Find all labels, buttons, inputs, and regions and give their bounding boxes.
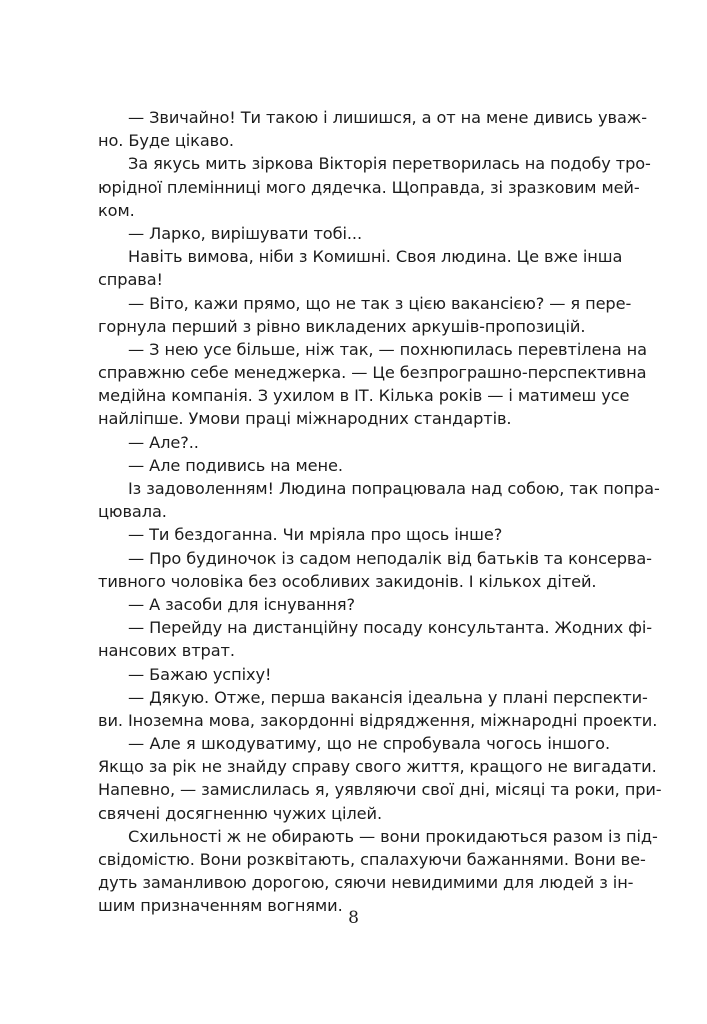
text-line: свячені досягненню чужих цілей. (98, 803, 383, 823)
text-line: справа! (98, 270, 163, 290)
text-line: Напевно, — замислилась я, уявляючи свої дні, місяці та роки, при- (98, 780, 662, 800)
text-line: За якусь мить зіркова Вікторія перетворилась на подобу тро- (128, 154, 651, 174)
text-line: тивного чоловіка без особливих закидонів. І кількох дітей. (98, 571, 597, 591)
text-line: ком. (98, 200, 135, 220)
text-line: — З нею усе більше, ніж так, — похнюпилась перевтілена на (128, 339, 647, 359)
text-line: — Бажаю успіху! (128, 664, 272, 684)
body-text (98, 106, 662, 918)
text-line: — Але я шкодуватиму, що не спробувала чогось іншого. (128, 734, 610, 754)
text-line: Схильності ж не обирають — вони прокидаються разом із під- (128, 826, 658, 846)
text-line: нансових втрат. (98, 641, 235, 661)
text-line: — Ти бездоганна. Чи мріяла про щось інше? (128, 525, 503, 545)
text-line: Навіть вимова, ніби з Комишні. Своя людина. Це вже інша (128, 247, 623, 267)
text-line: — Звичайно! Ти такою і лишишся, а от на мене дивись уваж- (128, 108, 648, 127)
text-line: — Віто, кажи прямо, що не так з цією вакансією? — я пере- (128, 293, 632, 313)
text-line: горнула перший з рівно викладених аркушів-пропозицій. (98, 316, 586, 336)
text-line: — Дякую. Отже, перша вакансія ідеальна у плані перспекти- (128, 687, 648, 707)
text-line: дуть заманливою дорогою, сяючи невидимими для людей з ін- (98, 873, 634, 893)
text-line: ви. Іноземна мова, закордонні відрядження, міжнародні проекти. (98, 710, 658, 730)
text-line: но. Буде цікаво. (98, 131, 234, 151)
text-line: — Перейду на дистанційну посаду консультанта. Жодних фі- (128, 618, 653, 638)
text-line: — Але?.. (128, 432, 199, 452)
text-line: — Але подивись на мене. (128, 455, 343, 475)
text-line: Із задоволенням! Людина попрацювала над собою, так попра- (128, 479, 660, 498)
text-line: — А засоби для існування? (128, 594, 355, 614)
text-line: шим призначенням вогнями. (98, 896, 343, 916)
text-line: Якщо за рік не знайду справу свого життя, кращого не вигадати. (98, 757, 657, 777)
text-line: медійна компанія. З ухилом в ІТ. Кілька років — і матимеш усе (98, 386, 630, 406)
text-line: свідомістю. Вони розквітають, спалахуючи бажаннями. Вони ве- (98, 850, 646, 869)
text-line: — Ларко, вирішувати тобі... (128, 223, 363, 243)
text-line: цювала. (98, 502, 167, 522)
page-number: 8 (348, 908, 359, 928)
text-line: юрідної племінниці мого дядечка. Щоправда, зі зразковим мей- (98, 177, 640, 197)
text-line: — Про будиночок із садом неподалік від батьків та консерва- (128, 548, 652, 568)
text-line: справжню себе менеджерка. — Це безпрограшно-перспективна (98, 363, 647, 383)
text-line: найліпше. Умови праці міжнародних стандартів. (98, 409, 512, 429)
